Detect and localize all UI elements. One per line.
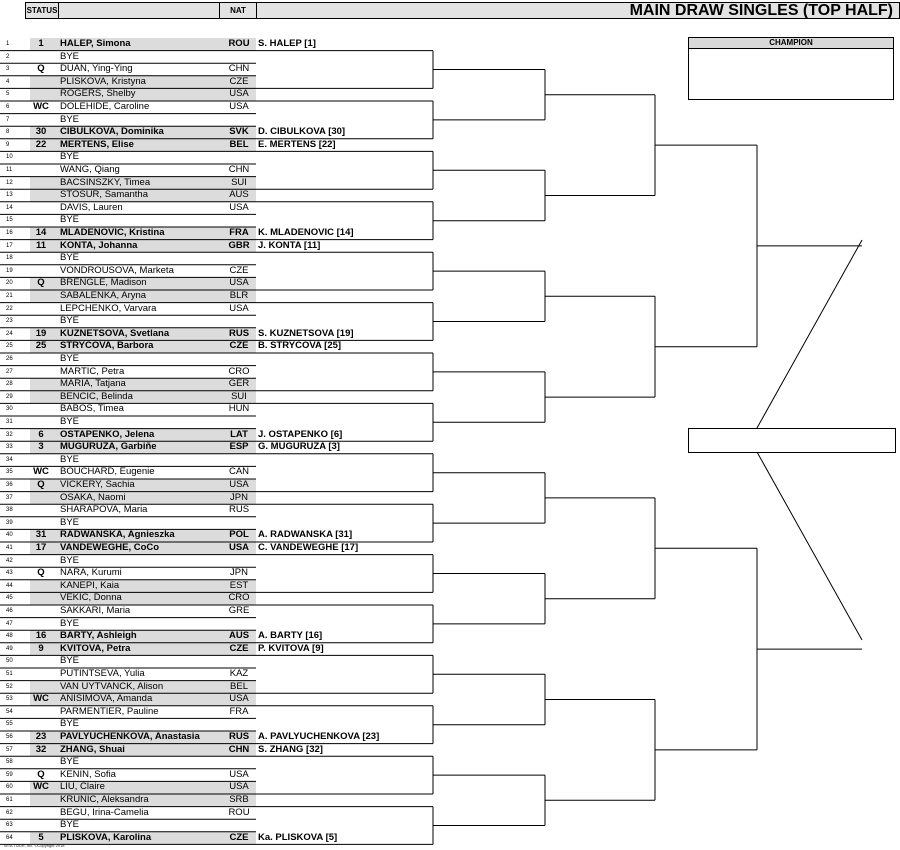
round2-entry: S. KUZNETSOVA [19] xyxy=(258,327,354,339)
seed-or-status: 17 xyxy=(35,542,47,553)
player-name: STRYCOVA, Barbora xyxy=(60,340,154,352)
seed-or-status: WC xyxy=(33,693,49,705)
round2-entry: Ka. PLISKOVA [5] xyxy=(258,831,338,843)
player-name: PUTINTSEVA, Yulia xyxy=(60,668,145,679)
player-name: BYE xyxy=(60,718,80,730)
player-name: VAN UYTVANCK, Alison xyxy=(60,680,164,692)
player-name: OSTAPENKO, Jelena xyxy=(60,428,155,440)
draw-position: 32 xyxy=(6,431,13,438)
draw-position: 15 xyxy=(6,217,13,224)
final-diagonal xyxy=(757,452,862,640)
round2-entry: B. STRYCOVA [25] xyxy=(258,340,342,352)
seed-or-status: Q xyxy=(37,768,45,780)
seed-or-status: 1 xyxy=(38,38,44,49)
round2-entry: J. OSTAPENKO [6] xyxy=(258,428,343,440)
draw-position: 7 xyxy=(6,116,10,123)
player-nationality: HUN xyxy=(228,403,250,415)
player-name: ANISIMOVA, Amanda xyxy=(60,693,153,705)
draw-position: 29 xyxy=(6,393,13,400)
player-nationality: SRB xyxy=(229,794,249,805)
player-name: BYE xyxy=(60,353,80,364)
draw-position: 2 xyxy=(6,53,10,60)
draw-position: 48 xyxy=(6,633,13,640)
seed-or-status: Q xyxy=(37,479,45,490)
player-nationality: JPN xyxy=(230,491,248,503)
seed-or-status: 3 xyxy=(38,441,44,453)
player-name: BYE xyxy=(60,617,80,629)
player-nationality: BEL xyxy=(230,680,248,692)
player-name: BYE xyxy=(60,214,80,226)
player-name: SAKKARI, Maria xyxy=(60,605,131,616)
player-name: SHARAPOVA, Maria xyxy=(60,504,148,516)
draw-position: 57 xyxy=(6,746,13,753)
player-nationality: USA xyxy=(229,88,249,100)
player-name: BYE xyxy=(60,50,80,62)
player-name: PLISKOVA, Karolina xyxy=(60,831,152,843)
player-name: VANDEWEGHE, CoCo xyxy=(60,542,160,553)
draw-position: 43 xyxy=(6,570,13,577)
player-name: KVITOVA, Petra xyxy=(60,642,131,654)
draw-position: 64 xyxy=(6,834,13,841)
draw-position: 36 xyxy=(6,482,13,488)
draw-position: 51 xyxy=(6,671,13,677)
player-name: BYE xyxy=(60,453,80,465)
player-name: HALEP, Simona xyxy=(60,38,131,49)
player-nationality: RUS xyxy=(228,327,250,339)
round2-entry: S. HALEP [1] xyxy=(258,38,316,49)
draw-position: 42 xyxy=(6,557,13,564)
player-name: KONTA, Johanna xyxy=(60,239,138,251)
player-nationality: CZE xyxy=(229,75,249,87)
draw-position: 47 xyxy=(6,620,13,627)
draw-position: 59 xyxy=(6,771,13,778)
player-nationality: KAZ xyxy=(229,668,249,679)
player-name: NARA, Kurumi xyxy=(60,567,122,579)
draw-position: 50 xyxy=(6,658,13,665)
player-nationality: GER xyxy=(228,378,250,390)
seed-or-status: 31 xyxy=(35,529,47,541)
seed-or-status: WC xyxy=(33,781,49,793)
player-name: KRUNIC, Aleksandra xyxy=(60,794,149,805)
draw-position: 31 xyxy=(6,419,13,425)
player-nationality: CRO xyxy=(228,592,250,604)
draw-position: 3 xyxy=(6,66,10,73)
player-nationality: RUS xyxy=(228,731,250,742)
draw-position: 25 xyxy=(6,343,13,350)
draw-position: 20 xyxy=(6,280,13,287)
player-name: BACSINSZKY, Timea xyxy=(60,176,151,188)
player-nationality: RUS xyxy=(228,504,250,516)
final-diagonal xyxy=(757,240,862,428)
round2-entry: C. VANDEWEGHE [17] xyxy=(258,542,359,553)
draw-position: 37 xyxy=(6,494,13,501)
seed-or-status: Q xyxy=(37,63,45,75)
round2-entry: S. ZHANG [32] xyxy=(258,743,323,755)
draw-position: 54 xyxy=(6,708,13,715)
player-nationality: POL xyxy=(229,529,249,541)
player-nationality: ESP xyxy=(229,441,249,453)
draw-position: 17 xyxy=(6,242,13,249)
player-nationality: EST xyxy=(229,579,249,591)
draw-position: 34 xyxy=(6,456,13,463)
player-nationality: BLR xyxy=(229,290,249,301)
player-name: DUAN, Ying-Ying xyxy=(60,63,133,75)
player-name: OSAKA, Naomi xyxy=(60,491,126,503)
player-nationality: CZE xyxy=(229,642,249,654)
seed-or-status: 16 xyxy=(35,630,47,642)
player-name: BYE xyxy=(60,756,80,768)
draw-position: 53 xyxy=(6,696,13,703)
champion-box xyxy=(688,48,894,100)
draw-position: 19 xyxy=(6,267,13,274)
draw-position: 55 xyxy=(6,721,13,728)
draw-position: 26 xyxy=(6,356,13,362)
player-name: BARTY, Ashleigh xyxy=(60,630,137,642)
round2-entry: D. CIBULKOVA [30] xyxy=(258,126,346,138)
player-nationality: GBR xyxy=(228,239,250,251)
player-name: BYE xyxy=(60,151,80,163)
player-name: PARMENTIER, Pauline xyxy=(60,705,159,717)
player-nationality: USA xyxy=(229,479,249,490)
draw-position: 12 xyxy=(6,179,13,186)
draw-position: 33 xyxy=(6,444,13,451)
player-nationality: CHN xyxy=(228,743,250,755)
player-name: MUGURUZA, Garbiñe xyxy=(60,441,157,453)
copyright-footer: WTA TOUR, Inc. ©Copyright 2018 xyxy=(4,843,65,848)
draw-position: 8 xyxy=(6,129,10,136)
player-name: KUZNETSOVA, Svetlana xyxy=(60,327,170,339)
player-name: VICKERY, Sachia xyxy=(60,479,135,490)
round2-entry: G. MUGURUZA [3] xyxy=(258,441,340,453)
champion-label: CHAMPION xyxy=(688,37,894,49)
draw-position: 24 xyxy=(6,330,13,337)
seed-or-status: 6 xyxy=(38,428,44,440)
player-nationality: CZE xyxy=(229,340,249,352)
draw-position: 61 xyxy=(6,797,13,803)
player-name: BYE xyxy=(60,315,80,327)
player-nationality: USA xyxy=(229,101,249,112)
player-name: BENCIC, Belinda xyxy=(60,390,133,402)
player-nationality: JPN xyxy=(230,567,248,579)
player-name: BEGU, Irina-Camelia xyxy=(60,806,149,818)
draw-position: 6 xyxy=(6,104,10,110)
player-name: BOUCHARD, Eugenie xyxy=(60,466,155,478)
draw-position: 14 xyxy=(6,204,13,211)
draw-position: 4 xyxy=(6,78,10,85)
player-nationality: BEL xyxy=(229,138,249,150)
player-nationality: CZE xyxy=(229,264,249,276)
player-nationality: USA xyxy=(229,768,249,780)
player-nationality: USA xyxy=(229,277,249,289)
seed-or-status: 11 xyxy=(35,239,47,251)
draw-position: 30 xyxy=(6,406,13,413)
draw-position: 49 xyxy=(6,645,13,652)
player-name: LEPCHENKO, Varvara xyxy=(60,302,157,314)
player-nationality: CAN xyxy=(228,466,250,478)
player-nationality: USA xyxy=(229,201,249,213)
player-nationality: SUI xyxy=(231,390,247,402)
player-name: CIBULKOVA, Dominika xyxy=(60,126,164,138)
player-nationality: AUS xyxy=(228,630,250,642)
seed-or-status: 19 xyxy=(35,327,47,339)
round2-entry: A. PAVLYUCHENKOVA [23] xyxy=(258,731,380,742)
draw-position: 44 xyxy=(6,582,13,589)
round2-entry: A. BARTY [16] xyxy=(258,630,323,642)
seed-or-status: Q xyxy=(37,567,45,579)
player-name: ROGERS, Shelby xyxy=(60,88,136,100)
nat-column-header: NAT xyxy=(219,2,257,19)
player-nationality: USA xyxy=(229,302,249,314)
player-name: BYE xyxy=(60,252,80,264)
draw-position: 18 xyxy=(6,255,13,262)
player-nationality: FRA xyxy=(229,705,249,717)
draw-position: 10 xyxy=(6,154,13,161)
seed-or-status: 22 xyxy=(35,138,47,150)
draw-position: 5 xyxy=(6,91,10,98)
player-name: BYE xyxy=(60,416,80,427)
player-nationality: USA xyxy=(229,693,249,705)
player-nationality: CHN xyxy=(228,63,250,75)
seed-or-status: 5 xyxy=(38,831,44,843)
player-name: DOLEHIDE, Caroline xyxy=(60,101,150,112)
player-name: MLADENOVIC, Kristina xyxy=(60,227,165,238)
seed-or-status: 14 xyxy=(35,227,47,238)
player-nationality: ROU xyxy=(228,38,250,49)
player-nationality: USA xyxy=(229,781,249,793)
player-name: BYE xyxy=(60,819,80,831)
player-name: BYE xyxy=(60,516,80,528)
draw-position: 46 xyxy=(6,608,13,614)
player-name: MERTENS, Elise xyxy=(60,138,134,150)
player-name: MARTIC, Petra xyxy=(60,365,125,377)
page-title: MAIN DRAW SINGLES (TOP HALF) xyxy=(256,2,900,19)
seed-or-status: 32 xyxy=(35,743,47,755)
player-nationality: CHN xyxy=(228,164,250,175)
draw-position: 9 xyxy=(6,141,10,148)
player-nationality: FRA xyxy=(229,227,249,238)
draw-position: 60 xyxy=(6,784,13,791)
draw-position: 41 xyxy=(6,545,13,551)
player-name: PLISKOVA, Kristyna xyxy=(60,75,146,87)
player-nationality: ROU xyxy=(228,806,250,818)
draw-position: 58 xyxy=(6,759,13,766)
draw-position: 62 xyxy=(6,809,13,816)
player-name: BYE xyxy=(60,113,80,125)
player-name: BYE xyxy=(60,655,80,667)
draw-position: 16 xyxy=(6,230,13,236)
player-name: LIU, Claire xyxy=(60,781,105,793)
draw-position: 23 xyxy=(6,318,13,325)
player-name: DAVIS, Lauren xyxy=(60,201,123,213)
player-name: BYE xyxy=(60,554,80,566)
seed-or-status: 30 xyxy=(35,126,47,138)
player-nationality: LAT xyxy=(230,428,248,440)
draw-position: 13 xyxy=(6,192,13,199)
player-name: BRENGLE, Madison xyxy=(60,277,147,289)
player-name: MARIA, Tatjana xyxy=(60,378,126,390)
draw-position: 45 xyxy=(6,595,13,602)
draw-position: 22 xyxy=(6,305,13,312)
player-nationality: SUI xyxy=(231,176,247,188)
player-nationality: SVK xyxy=(229,126,249,138)
seed-or-status: 9 xyxy=(38,642,44,654)
draw-position: 39 xyxy=(6,519,13,526)
player-name: WANG, Qiang xyxy=(60,164,120,175)
player-name: RADWANSKA, Agnieszka xyxy=(60,529,175,541)
seed-or-status: 23 xyxy=(35,731,47,742)
draw-position: 52 xyxy=(6,683,13,690)
player-name: PAVLYUCHENKOVA, Anastasia xyxy=(60,731,200,742)
round2-entry: A. RADWANSKA [31] xyxy=(258,529,353,541)
round2-entry: K. MLADENOVIC [14] xyxy=(258,227,354,238)
player-nationality: USA xyxy=(228,542,250,553)
player-nationality: AUS xyxy=(229,189,249,201)
round2-entry: E. MERTENS [22] xyxy=(258,138,336,150)
draw-position: 63 xyxy=(6,822,13,829)
seed-or-status: WC xyxy=(33,101,49,112)
draw-position: 11 xyxy=(6,167,13,173)
player-name: KENIN, Sofia xyxy=(60,768,116,780)
player-nationality: CRO xyxy=(228,365,250,377)
player-name: VEKIC, Donna xyxy=(60,592,122,604)
seed-or-status: 25 xyxy=(35,340,47,352)
player-name: STOSUR, Samantha xyxy=(60,189,149,201)
player-nationality: GRE xyxy=(228,605,250,616)
draw-position: 56 xyxy=(6,734,13,740)
player-name: KANEPI, Kaia xyxy=(60,579,120,591)
draw-position: 27 xyxy=(6,368,13,375)
draw-position: 40 xyxy=(6,532,13,539)
round2-entry: P. KVITOVA [9] xyxy=(258,642,324,654)
player-name: ZHANG, Shuai xyxy=(60,743,125,755)
seed-or-status: WC xyxy=(33,466,49,478)
player-name: SABALENKA, Aryna xyxy=(60,290,147,301)
round2-entry: J. KONTA [11] xyxy=(258,239,321,251)
draw-position: 21 xyxy=(6,293,13,299)
draw-position: 35 xyxy=(6,469,13,476)
player-name: BABOS, Timea xyxy=(60,403,124,415)
draw-position: 28 xyxy=(6,381,13,388)
player-name: VONDROUSOVA, Marketa xyxy=(60,264,174,276)
status-column-header: STATUS xyxy=(25,2,59,19)
seed-or-status: Q xyxy=(37,277,45,289)
player-nationality: CZE xyxy=(229,831,249,843)
draw-position: 1 xyxy=(6,41,10,47)
final-box xyxy=(688,428,896,453)
draw-position: 38 xyxy=(6,507,13,514)
